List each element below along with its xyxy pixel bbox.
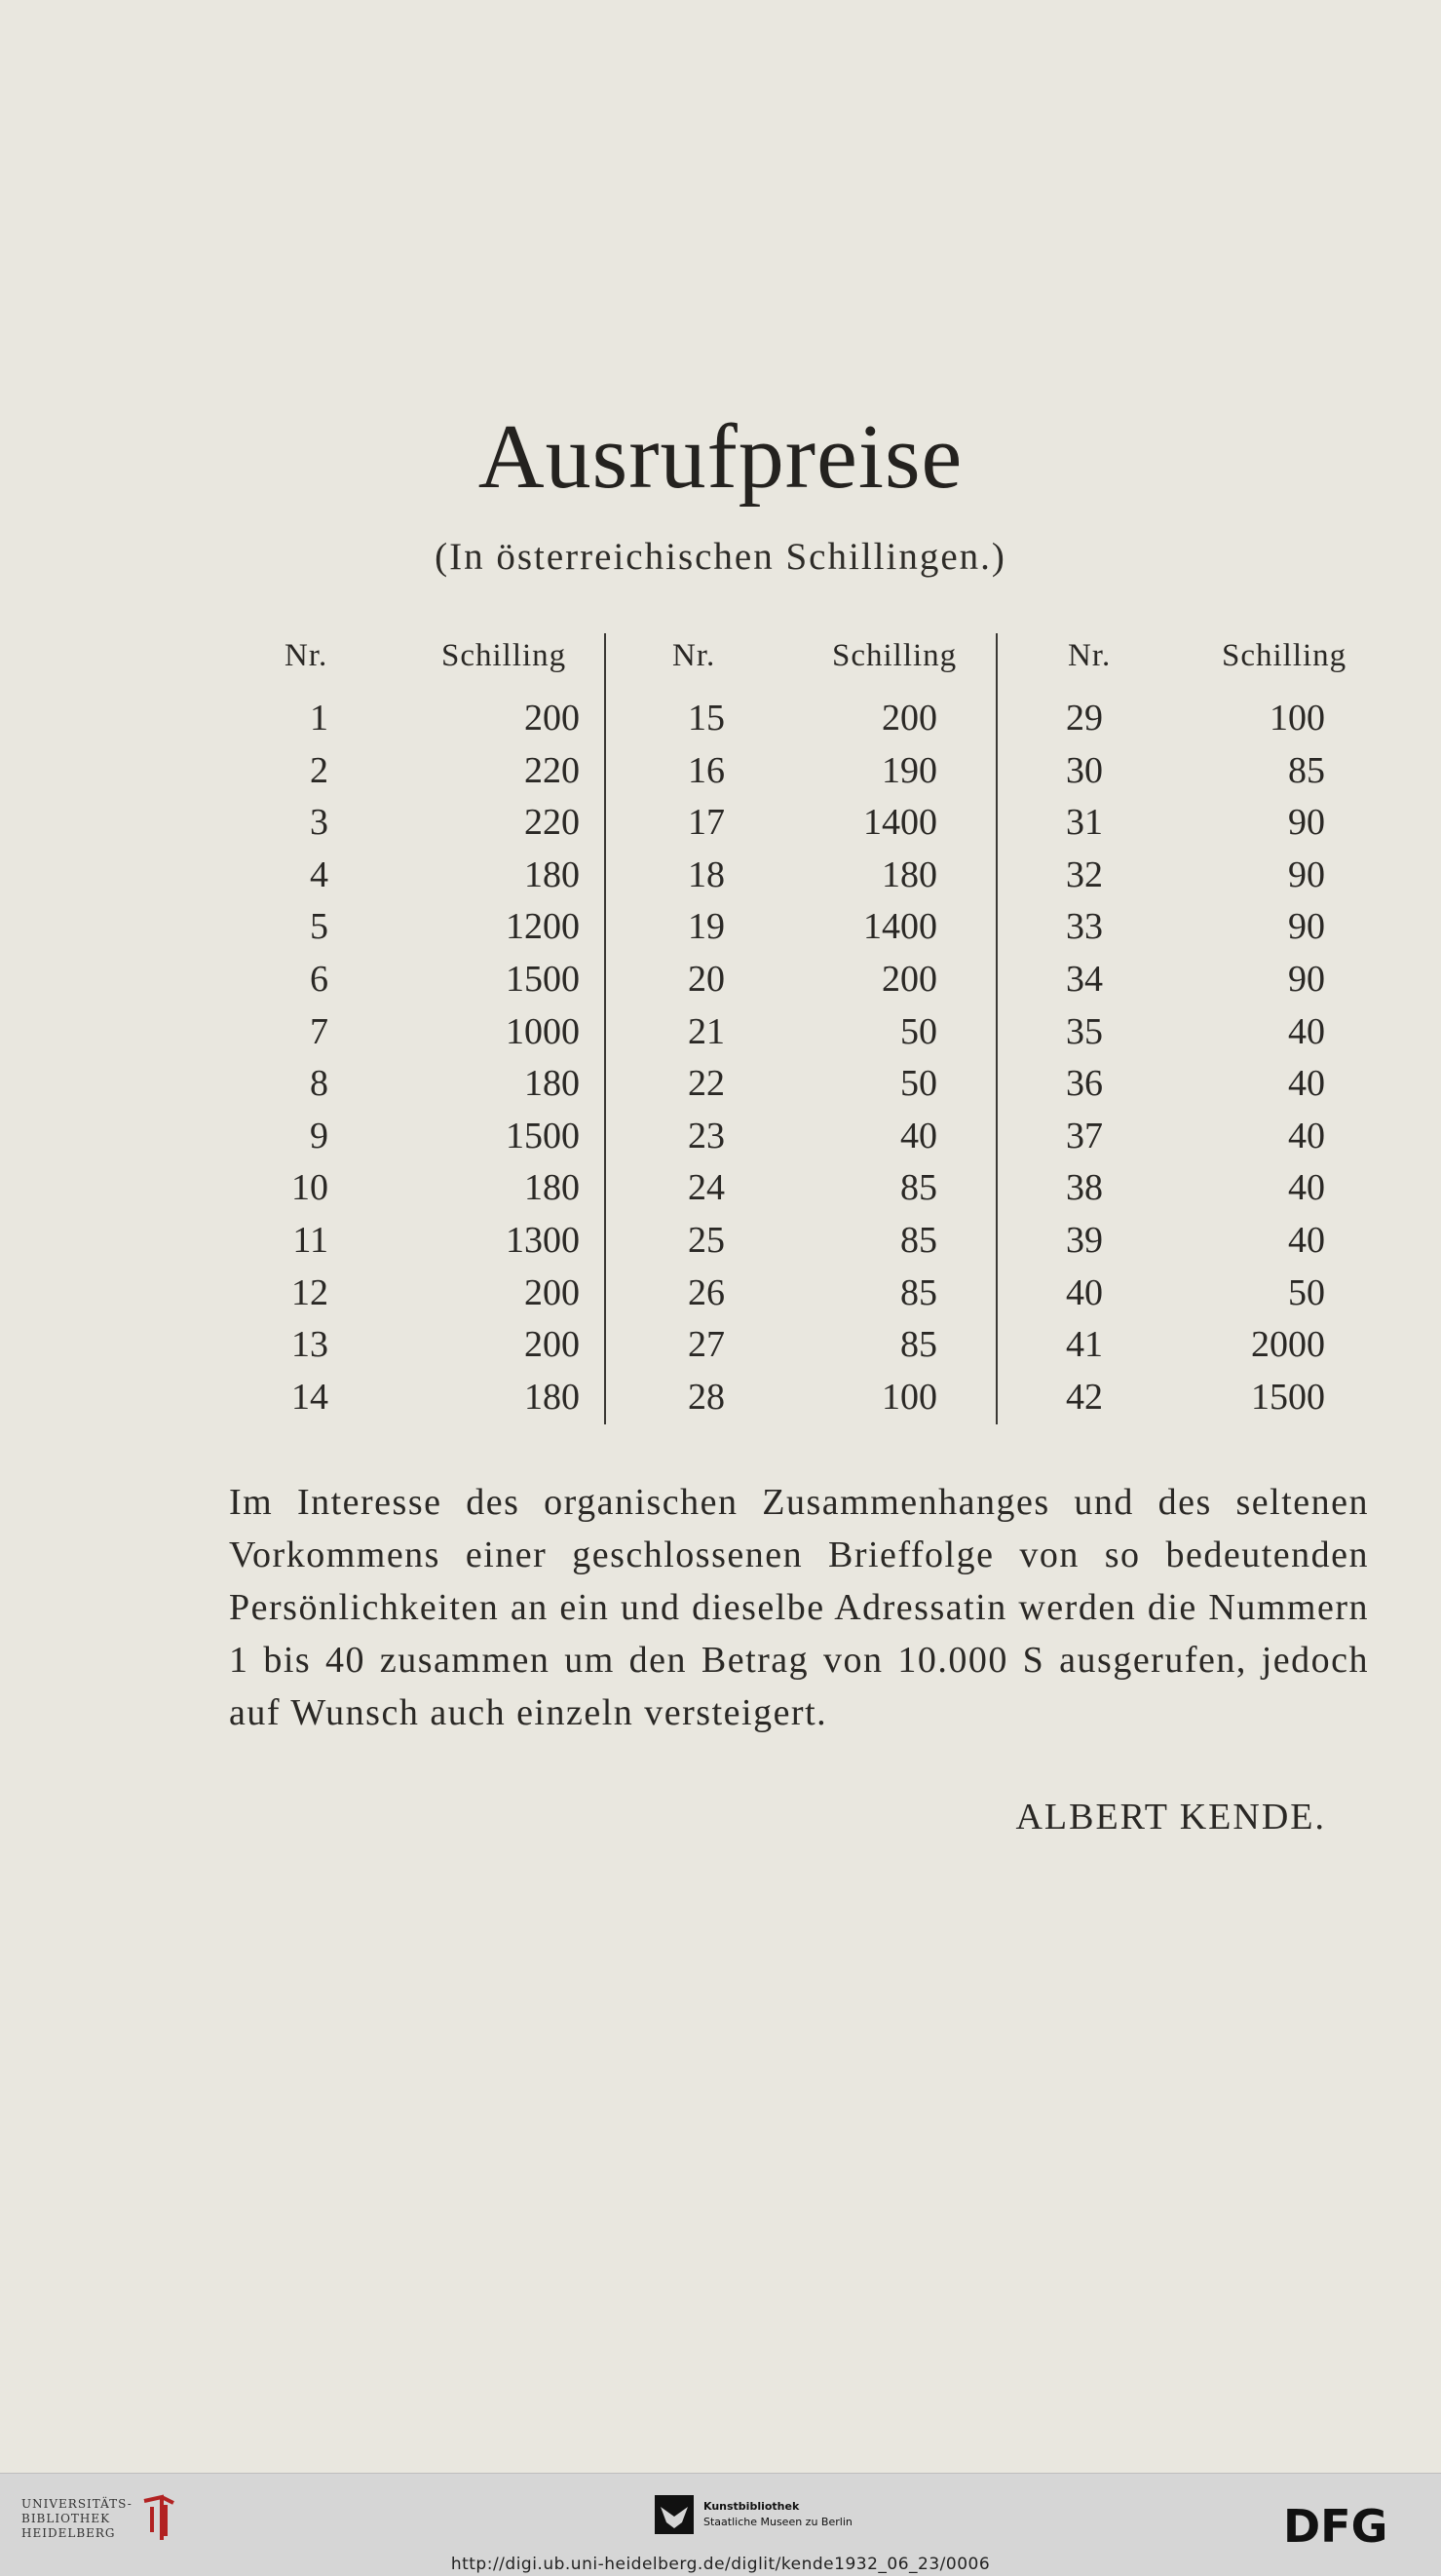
row-nr: 10 bbox=[291, 1167, 328, 1209]
table-row bbox=[606, 958, 996, 1010]
row-schilling: 190 bbox=[882, 749, 937, 791]
table-row bbox=[998, 1010, 1364, 1063]
kb-name: Kunstbibliothek bbox=[703, 2500, 800, 2513]
row-schilling: 90 bbox=[1288, 906, 1325, 948]
row-nr: 17 bbox=[688, 802, 725, 844]
row-nr: 5 bbox=[310, 906, 328, 948]
row-schilling: 180 bbox=[882, 853, 937, 895]
table-row bbox=[606, 853, 996, 906]
table-row bbox=[263, 1062, 604, 1115]
row-schilling: 1500 bbox=[506, 958, 580, 1000]
row-nr: 28 bbox=[688, 1376, 725, 1418]
table-row bbox=[998, 905, 1364, 958]
table-row bbox=[263, 1115, 604, 1167]
row-nr: 42 bbox=[1066, 1376, 1103, 1418]
table-row bbox=[263, 697, 604, 749]
table-row bbox=[606, 1323, 996, 1376]
table-row bbox=[998, 958, 1364, 1010]
table-row bbox=[263, 958, 604, 1010]
row-schilling: 1200 bbox=[506, 906, 580, 948]
row-schilling: 85 bbox=[900, 1271, 937, 1313]
row-schilling: 90 bbox=[1288, 853, 1325, 895]
kb-sub: Staatliche Museen zu Berlin bbox=[703, 2516, 853, 2528]
row-schilling: 1500 bbox=[1251, 1376, 1325, 1418]
table-row bbox=[263, 1271, 604, 1324]
notice-paragraph: Im Interesse des organischen Zusammenhanges und des seltenen Vorkommens einer geschlossenen Brieffolge von so bedeutenden Persönlichkeiten an ein und dieselbe Adressatin werden die Nummern 1 bis 40 zusammen um den Betrag von 10.000 S ausgerufen, jedoch auf Wunsch auch einzeln versteigert. bbox=[229, 1482, 1369, 1733]
row-nr: 7 bbox=[310, 1010, 328, 1052]
header-schilling: Schilling bbox=[1222, 638, 1347, 673]
row-nr: 33 bbox=[1066, 906, 1103, 948]
table-row bbox=[606, 1166, 996, 1219]
kunstbibliothek-eagle-icon bbox=[655, 2495, 694, 2534]
dfg-logo-text: DFG bbox=[1283, 2503, 1388, 2546]
row-schilling: 100 bbox=[1270, 698, 1325, 739]
signature: ALBERT KENDE. bbox=[1015, 1797, 1326, 1837]
table-row bbox=[998, 697, 1364, 749]
table-row bbox=[606, 905, 996, 958]
row-schilling: 85 bbox=[900, 1324, 937, 1366]
row-schilling: 40 bbox=[1288, 1219, 1325, 1261]
table-row bbox=[998, 1376, 1364, 1428]
row-schilling: 200 bbox=[524, 698, 580, 739]
table-row bbox=[998, 1166, 1364, 1219]
row-nr: 31 bbox=[1066, 802, 1103, 844]
table-row bbox=[606, 801, 996, 853]
row-nr: 12 bbox=[291, 1271, 328, 1313]
header-nr: Nr. bbox=[1068, 638, 1112, 673]
table-row bbox=[606, 697, 996, 749]
row-nr: 3 bbox=[310, 802, 328, 844]
row-nr: 36 bbox=[1066, 1063, 1103, 1105]
row-schilling: 1500 bbox=[506, 1115, 580, 1156]
row-schilling: 200 bbox=[524, 1324, 580, 1366]
table-row bbox=[998, 1115, 1364, 1167]
row-schilling: 1400 bbox=[863, 906, 937, 948]
row-schilling: 85 bbox=[900, 1219, 937, 1261]
row-nr: 11 bbox=[292, 1219, 328, 1261]
row-schilling: 40 bbox=[1288, 1063, 1325, 1105]
table-column-2 bbox=[604, 633, 998, 1424]
row-nr: 25 bbox=[688, 1219, 725, 1261]
row-nr: 38 bbox=[1066, 1167, 1103, 1209]
row-schilling: 1000 bbox=[506, 1010, 580, 1052]
row-schilling: 220 bbox=[524, 802, 580, 844]
dfg-logo-icon bbox=[1283, 2503, 1420, 2546]
header-nr: Nr. bbox=[672, 638, 716, 673]
uni-line-1: UNIVERSITÄTS- bbox=[21, 2496, 133, 2511]
row-schilling: 220 bbox=[524, 749, 580, 791]
kunstbibliothek-text bbox=[703, 2499, 853, 2530]
row-nr: 15 bbox=[688, 698, 725, 739]
table-row bbox=[606, 749, 996, 802]
row-nr: 34 bbox=[1066, 958, 1103, 1000]
table-row bbox=[998, 1062, 1364, 1115]
row-nr: 30 bbox=[1066, 749, 1103, 791]
table-row bbox=[998, 1271, 1364, 1324]
row-nr: 39 bbox=[1066, 1219, 1103, 1261]
row-nr: 13 bbox=[291, 1324, 328, 1366]
row-nr: 40 bbox=[1066, 1271, 1103, 1313]
table-column-1 bbox=[263, 633, 604, 1424]
table-row bbox=[263, 853, 604, 906]
page-subtitle: (In österreichischen Schillingen.) bbox=[435, 536, 1006, 578]
header-schilling: Schilling bbox=[441, 638, 567, 673]
row-schilling: 1400 bbox=[863, 802, 937, 844]
row-schilling: 50 bbox=[900, 1010, 937, 1052]
row-schilling: 2000 bbox=[1251, 1324, 1325, 1366]
uni-mark-icon bbox=[140, 2493, 177, 2544]
table-row bbox=[998, 801, 1364, 853]
row-nr: 6 bbox=[310, 958, 328, 1000]
page-title: Ausrufpreise bbox=[477, 406, 964, 508]
table-row bbox=[263, 1323, 604, 1376]
kunstbibliothek-logo[interactable] bbox=[655, 2495, 853, 2534]
table-row bbox=[263, 1376, 604, 1428]
row-schilling: 90 bbox=[1288, 958, 1325, 1000]
row-schilling: 180 bbox=[524, 853, 580, 895]
row-nr: 24 bbox=[688, 1167, 725, 1209]
row-schilling: 85 bbox=[900, 1167, 937, 1209]
table-row bbox=[606, 1271, 996, 1324]
row-schilling: 40 bbox=[900, 1115, 937, 1156]
row-nr: 26 bbox=[688, 1271, 725, 1313]
header-schilling: Schilling bbox=[832, 638, 958, 673]
row-nr: 9 bbox=[310, 1115, 328, 1156]
row-schilling: 85 bbox=[1288, 749, 1325, 791]
dfg-logo[interactable] bbox=[1283, 2503, 1420, 2550]
row-schilling: 180 bbox=[524, 1063, 580, 1105]
uni-line-3: HEIDELBERG bbox=[21, 2525, 116, 2540]
row-schilling: 180 bbox=[524, 1167, 580, 1209]
row-nr: 2 bbox=[310, 749, 328, 791]
row-nr: 32 bbox=[1066, 853, 1103, 895]
row-schilling: 200 bbox=[882, 698, 937, 739]
row-schilling: 40 bbox=[1288, 1115, 1325, 1156]
table-row bbox=[263, 1219, 604, 1271]
header-nr: Nr. bbox=[284, 638, 328, 673]
table-row bbox=[263, 801, 604, 853]
row-schilling: 1300 bbox=[506, 1219, 580, 1261]
row-nr: 20 bbox=[688, 958, 725, 1000]
row-nr: 37 bbox=[1066, 1115, 1103, 1156]
uni-heidelberg-logo[interactable] bbox=[21, 2493, 177, 2544]
row-nr: 35 bbox=[1066, 1010, 1103, 1052]
table-row bbox=[998, 749, 1364, 802]
table-row bbox=[263, 749, 604, 802]
row-nr: 16 bbox=[688, 749, 725, 791]
table-row bbox=[263, 1166, 604, 1219]
row-nr: 29 bbox=[1066, 698, 1103, 739]
table-row bbox=[263, 905, 604, 958]
row-nr: 21 bbox=[688, 1010, 725, 1052]
row-nr: 22 bbox=[688, 1063, 725, 1105]
row-schilling: 200 bbox=[882, 958, 937, 1000]
row-nr: 1 bbox=[310, 698, 328, 739]
row-nr: 4 bbox=[310, 853, 328, 895]
row-nr: 23 bbox=[688, 1115, 725, 1156]
row-schilling: 100 bbox=[882, 1376, 937, 1418]
row-nr: 27 bbox=[688, 1324, 725, 1366]
row-nr: 19 bbox=[688, 906, 725, 948]
table-row bbox=[998, 853, 1364, 906]
table-row bbox=[606, 1062, 996, 1115]
row-schilling: 40 bbox=[1288, 1167, 1325, 1209]
table-row bbox=[606, 1010, 996, 1063]
table-row bbox=[606, 1115, 996, 1167]
table-row bbox=[998, 1323, 1364, 1376]
row-nr: 41 bbox=[1066, 1324, 1103, 1366]
table-row bbox=[606, 1219, 996, 1271]
uni-logo-text bbox=[21, 2497, 133, 2541]
row-nr: 18 bbox=[688, 853, 725, 895]
row-nr: 8 bbox=[310, 1063, 328, 1105]
row-schilling: 50 bbox=[900, 1063, 937, 1105]
row-schilling: 180 bbox=[524, 1376, 580, 1418]
row-schilling: 90 bbox=[1288, 802, 1325, 844]
row-schilling: 40 bbox=[1288, 1010, 1325, 1052]
row-schilling: 200 bbox=[524, 1271, 580, 1313]
source-url[interactable]: http://digi.ub.uni-heidelberg.de/diglit/kende1932_06_23/0006 bbox=[450, 2555, 991, 2574]
row-nr: 14 bbox=[291, 1376, 328, 1418]
price-table bbox=[263, 633, 1364, 1424]
table-row bbox=[998, 1219, 1364, 1271]
table-row bbox=[263, 1010, 604, 1063]
uni-line-2: BIBLIOTHEK bbox=[21, 2511, 111, 2525]
table-column-3 bbox=[998, 633, 1364, 1424]
row-schilling: 50 bbox=[1288, 1271, 1325, 1313]
table-row bbox=[606, 1376, 996, 1428]
footer-bar bbox=[0, 2473, 1441, 2576]
